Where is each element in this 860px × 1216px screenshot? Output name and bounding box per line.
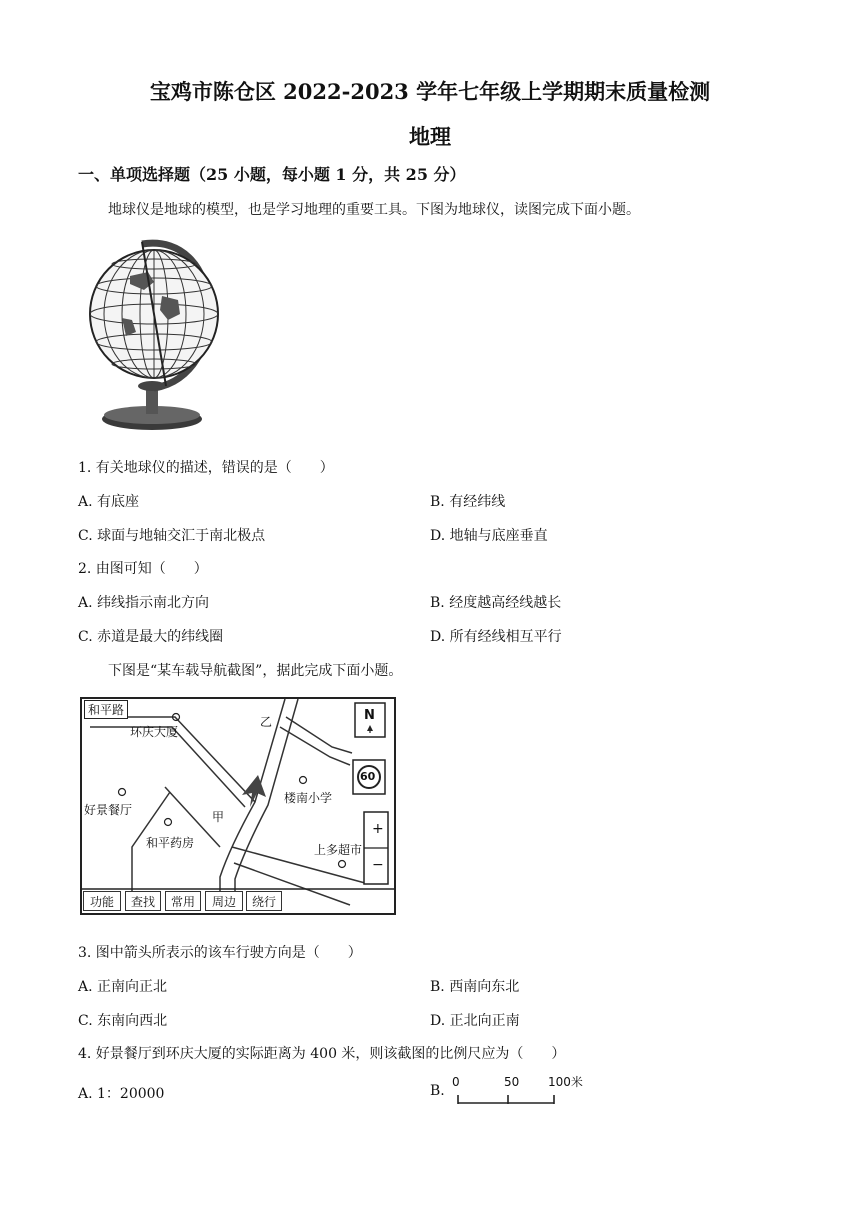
scale-label-50: 50 [504,1075,520,1089]
road-label-heping: 和平路 [84,700,128,719]
q1-option-c[interactable]: C. 球面与地轴交汇于南北极点 [78,528,266,544]
question-2: 2. 由图可知（ ） [78,561,208,577]
speed-limit-sign: 60 [360,770,376,783]
poi-lounan-school: 楼南小学 [284,791,333,805]
nav-detour-button[interactable]: 绕行 [246,891,282,911]
q4-option-b[interactable]: B. [430,1083,445,1099]
nav-nearby-button[interactable]: 周边 [205,891,243,911]
q3-option-d[interactable]: D. 正北向正南 [430,1013,520,1029]
zoom-out-button[interactable]: − [372,857,384,873]
scale-bar [450,1073,600,1113]
exam-title: 宝鸡市陈仓区 2022-2023 学年七年级上学期期末质量检测 [149,79,711,104]
nav-common-button[interactable]: 常用 [165,891,201,911]
scale-label-0: 0 [452,1075,460,1089]
q3-option-b[interactable]: B. 西南向东北 [430,979,520,995]
navigation-map [80,697,396,915]
poi-shangduo-supermarket: 上多超市 [314,843,363,857]
poi-heping-pharmacy: 和平药房 [146,836,195,850]
globe-image [82,236,232,436]
section-heading: 一、单项选择题（25 小题，每小题 1 分，共 25 分） [78,165,466,184]
intro-navigation: 下图是“某车载导航截图”，据此完成下面小题。 [108,663,403,679]
scale-bar-line [450,1073,600,1113]
nav-search-button[interactable]: 查找 [125,891,161,911]
q3-option-a[interactable]: A. 正南向正北 [78,979,168,995]
zoom-in-button[interactable]: + [372,821,384,837]
intro-globe: 地球仪是地球的模型，也是学习地理的重要工具。下图为地球仪，读图完成下面小题。 [108,202,640,218]
question-1: 1. 有关地球仪的描述，错误的是（ ） [78,460,334,476]
point-yi-label: 乙 [260,715,273,729]
north-indicator-icon: N [364,708,375,723]
q2-option-a[interactable]: A. 纬线指示南北方向 [78,595,210,611]
question-3: 3. 图中箭头所表示的该车行驶方向是（ ） [78,945,362,961]
nav-function-button[interactable]: 功能 [83,891,121,911]
q4-option-a[interactable]: A. 1：20000 [78,1086,165,1102]
question-4: 4. 好景餐厅到环庆大厦的实际距离为 400 米，则该截图的比例尺应为（ ） [78,1046,566,1062]
scale-label-100m: 100米 [548,1075,583,1089]
q2-option-c[interactable]: C. 赤道是最大的纬线圈 [78,629,224,645]
poi-huanqing-building: 环庆大厦 [130,725,179,739]
subject-title: 地理 [409,124,451,149]
poi-haojing-restaurant: 好景餐厅 [84,803,133,817]
point-jia-label: 甲 [212,810,225,824]
q1-option-d[interactable]: D. 地轴与底座垂直 [430,528,548,544]
q2-option-b[interactable]: B. 经度越高经线越长 [430,595,562,611]
q1-option-b[interactable]: B. 有经纬线 [430,494,506,510]
q3-option-c[interactable]: C. 东南向西北 [78,1013,168,1029]
q1-option-a[interactable]: A. 有底座 [78,494,140,510]
q2-option-d[interactable]: D. 所有经线相互平行 [430,629,562,645]
